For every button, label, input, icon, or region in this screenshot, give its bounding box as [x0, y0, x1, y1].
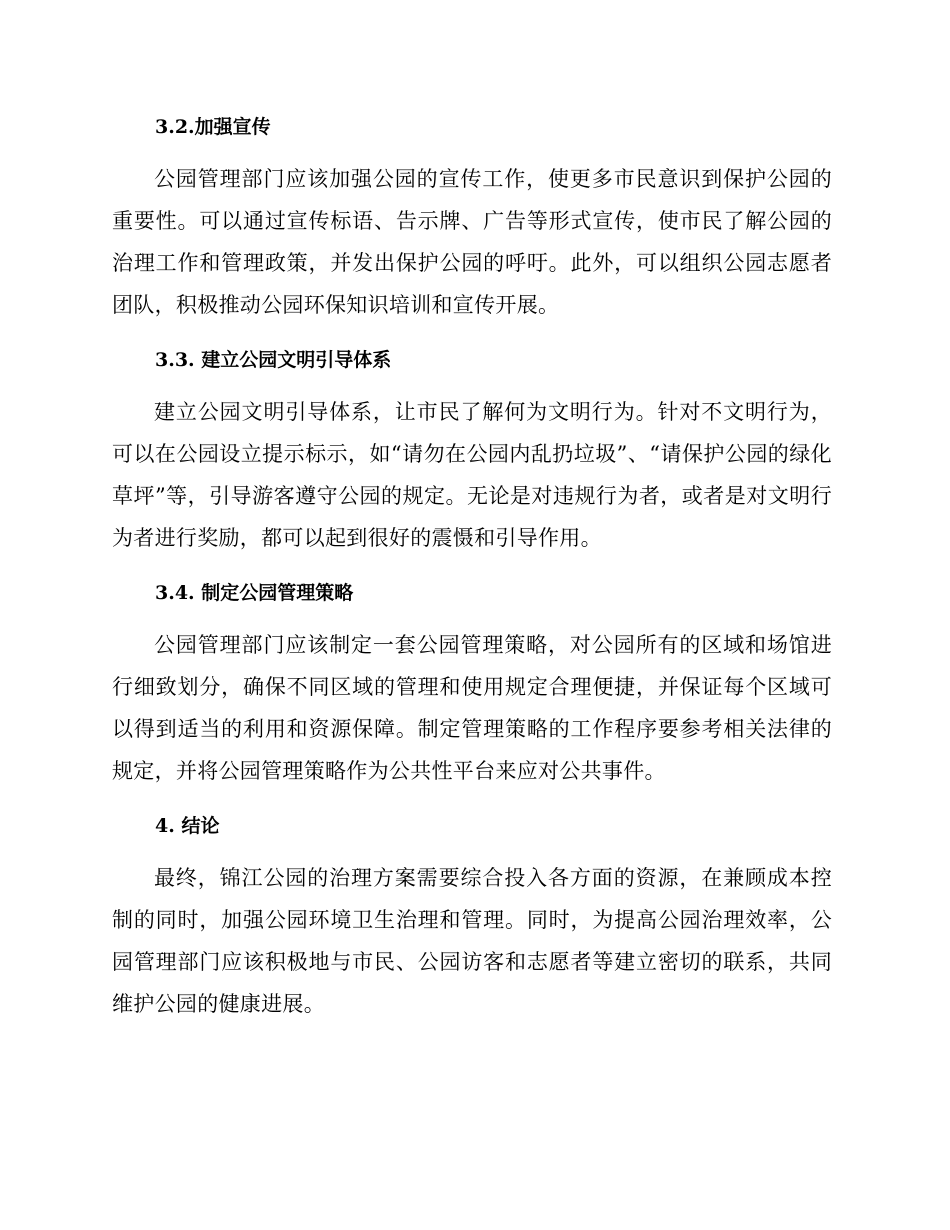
section-paragraph: 最终，锦江公园的治理方案需要综合投入各方面的资源，在兼顾成本控制的同时，加强公园环境卫生治理和管理。同时，为提高公园治理效率，公园管理部门应该积极地与市民、公园访客和志愿者等建立密切的联系，共同维护公园的健康进展。 — [112, 866, 832, 1016]
section-publicity — [112, 112, 832, 326]
section-civility-guidance — [112, 345, 832, 559]
section-heading: 3.2.加强宣传 — [155, 116, 271, 138]
section-management-strategy — [112, 578, 832, 792]
section-paragraph: 公园管理部门应该加强公园的宣传工作，使更多市民意识到保护公园的重要性。可以通过宣传标语、告示牌、广告等形式宣传，使市民了解公园的治理工作和管理政策，并发出保护公园的呼吁。此外，可以组织公园志愿者团队，积极推动公园环保知识培训和宣传开展。 — [112, 167, 832, 317]
section-heading: 3.4. 制定公园管理策略 — [155, 582, 354, 604]
section-heading: 4. 结论 — [155, 815, 220, 837]
section-heading: 3.3. 建立公园文明引导体系 — [155, 349, 392, 371]
section-paragraph: 建立公园文明引导体系，让市民了解何为文明行为。针对不文明行为，可以在公园设立提示标示，如“请勿在公园内乱扔垃圾”、“请保护公园的绿化草坪”等，引导游客遵守公园的规定。无论是对违规行为者，或者是对文明行为者进行奖励，都可以起到很好的震慑和引导作用。 — [112, 400, 832, 550]
section-paragraph: 公园管理部门应该制定一套公园管理策略，对公园所有的区域和场馆进行细致划分，确保不同区域的管理和使用规定合理便捷，并保证每个区域可以得到适当的利用和资源保障。制定管理策略的工作程序要参考相关法律的规定，并将公园管理策略作为公共性平台来应对公共事件。 — [112, 633, 832, 783]
document-content — [112, 112, 832, 1044]
section-conclusion — [112, 811, 832, 1025]
